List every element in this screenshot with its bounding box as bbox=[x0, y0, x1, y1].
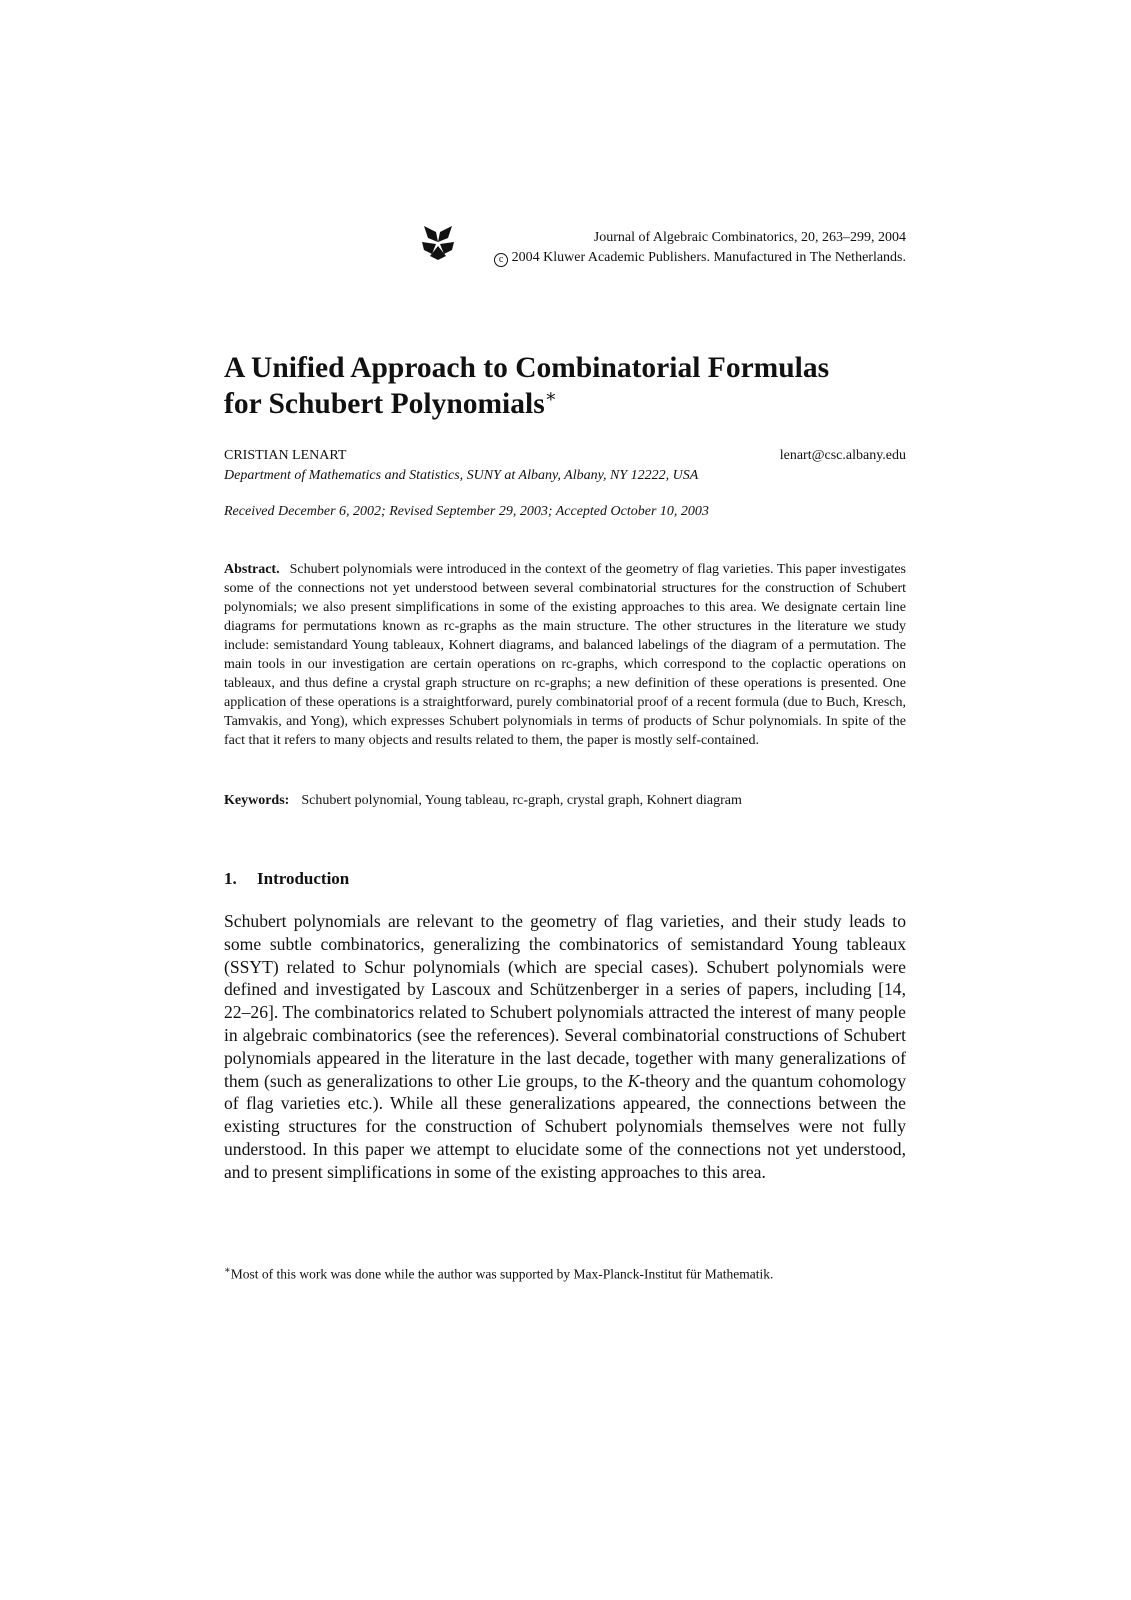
copyright-line bbox=[406, 248, 906, 268]
copyright-text: 2004 Kluwer Academic Publishers. Manufactured in The Netherlands. bbox=[511, 250, 906, 265]
journal-masthead bbox=[406, 228, 906, 268]
intro-text-part-2: -theory and the quantum cohomology of flag varieties etc.). While all these generalizations appeared, the connections between the existing structures for the construction of Schubert polynomials themselves were not fully understood. In this paper we attempt to elucidate some of the connections not yet understood, and to present simplifications in some of the existing approaches to this area. bbox=[224, 1070, 907, 1182]
section-title: Introduction bbox=[257, 869, 350, 888]
title-footnote-mark: ∗ bbox=[544, 386, 557, 407]
author-name: CRISTIAN LENART bbox=[224, 448, 347, 463]
intro-italic-k: K bbox=[627, 1070, 640, 1091]
keywords-label: Keywords: bbox=[224, 793, 290, 808]
received-dates: Received December 6, 2002; Revised September 29, 2003; Accepted October 10, 2003 bbox=[224, 504, 709, 519]
keywords-text: Schubert polynomial, Young tableau, rc-graph, crystal graph, Kohnert diagram bbox=[301, 793, 742, 808]
intro-text-part-1: Schubert polynomials are relevant to the geometry of flag varieties, and their study leads to some subtle combinatorics, generalizing the combinatorics of semistandard Young tableaux (SSYT) related to Schur polynomials (which are special cases). Schubert polynomials were defined and investigated by Lascoux and Schützenberger in a series of papers, including [14, 22–26]. The combinatorics related to Schubert polynomials attracted the interest of many people in algebraic combinatorics (see the references). Several combinatorial constructions of Schubert polynomials appeared in the literature in the last decade, together with many generalizations of them (such as generalizations to other Lie groups, to the bbox=[224, 911, 906, 1091]
section-heading bbox=[224, 868, 349, 890]
footnote-mark: ∗ bbox=[224, 1265, 231, 1276]
journal-citation: Journal of Algebraic Combinatorics, 20, 263–299, 2004 bbox=[593, 230, 906, 245]
title-line-2: for Schubert Polynomials bbox=[224, 388, 545, 420]
paper-title bbox=[224, 350, 906, 422]
paper-page bbox=[224, 0, 906, 1600]
copyright-symbol: c bbox=[494, 253, 508, 267]
title-line-1: A Unified Approach to Combinatorial Formulas bbox=[224, 352, 830, 384]
abstract-label: Abstract. bbox=[224, 562, 280, 577]
introduction-paragraph bbox=[224, 910, 906, 1184]
footnote bbox=[224, 1262, 773, 1284]
abstract-text: Schubert polynomials were introduced in the context of the geometry of flag varieties. This paper investigates some of the connections not yet understood between several combinatorial structures for the construction of Schubert polynomials; we also present simplifications in some of the existing approaches to this area. We designate certain line diagrams for permutations known as rc-graphs as the main structure. The other structures in the literature we study include: semistandard Young tableaux, Kohnert diagrams, and balanced labelings of the diagram of a permutation. The main tools in our investigation are certain operations on rc-graphs, which correspond to the coplactic operations on tableaux, and thus define a crystal graph structure on rc-graphs; a new definition of these operations is presented. One application of these operations is a straightforward, purely combinatorial proof of a recent formula (due to Buch, Kresch, Tamvakis, and Yong), which expresses Schubert polynomials in terms of products of Schur polynomials. In spite of the fact that it refers to many objects and results related to them, the paper is mostly self-contained. bbox=[224, 562, 906, 748]
footnote-text: Most of this work was done while the author was supported by Max-Planck-Institut für Mathematik. bbox=[230, 1266, 774, 1282]
author-affiliation: Department of Mathematics and Statistics, SUNY at Albany, Albany, NY 12222, USA bbox=[224, 468, 699, 483]
section-number: 1. bbox=[224, 869, 237, 888]
keywords bbox=[224, 791, 742, 811]
author-email: lenart@csc.albany.edu bbox=[779, 448, 906, 463]
abstract bbox=[224, 560, 906, 750]
